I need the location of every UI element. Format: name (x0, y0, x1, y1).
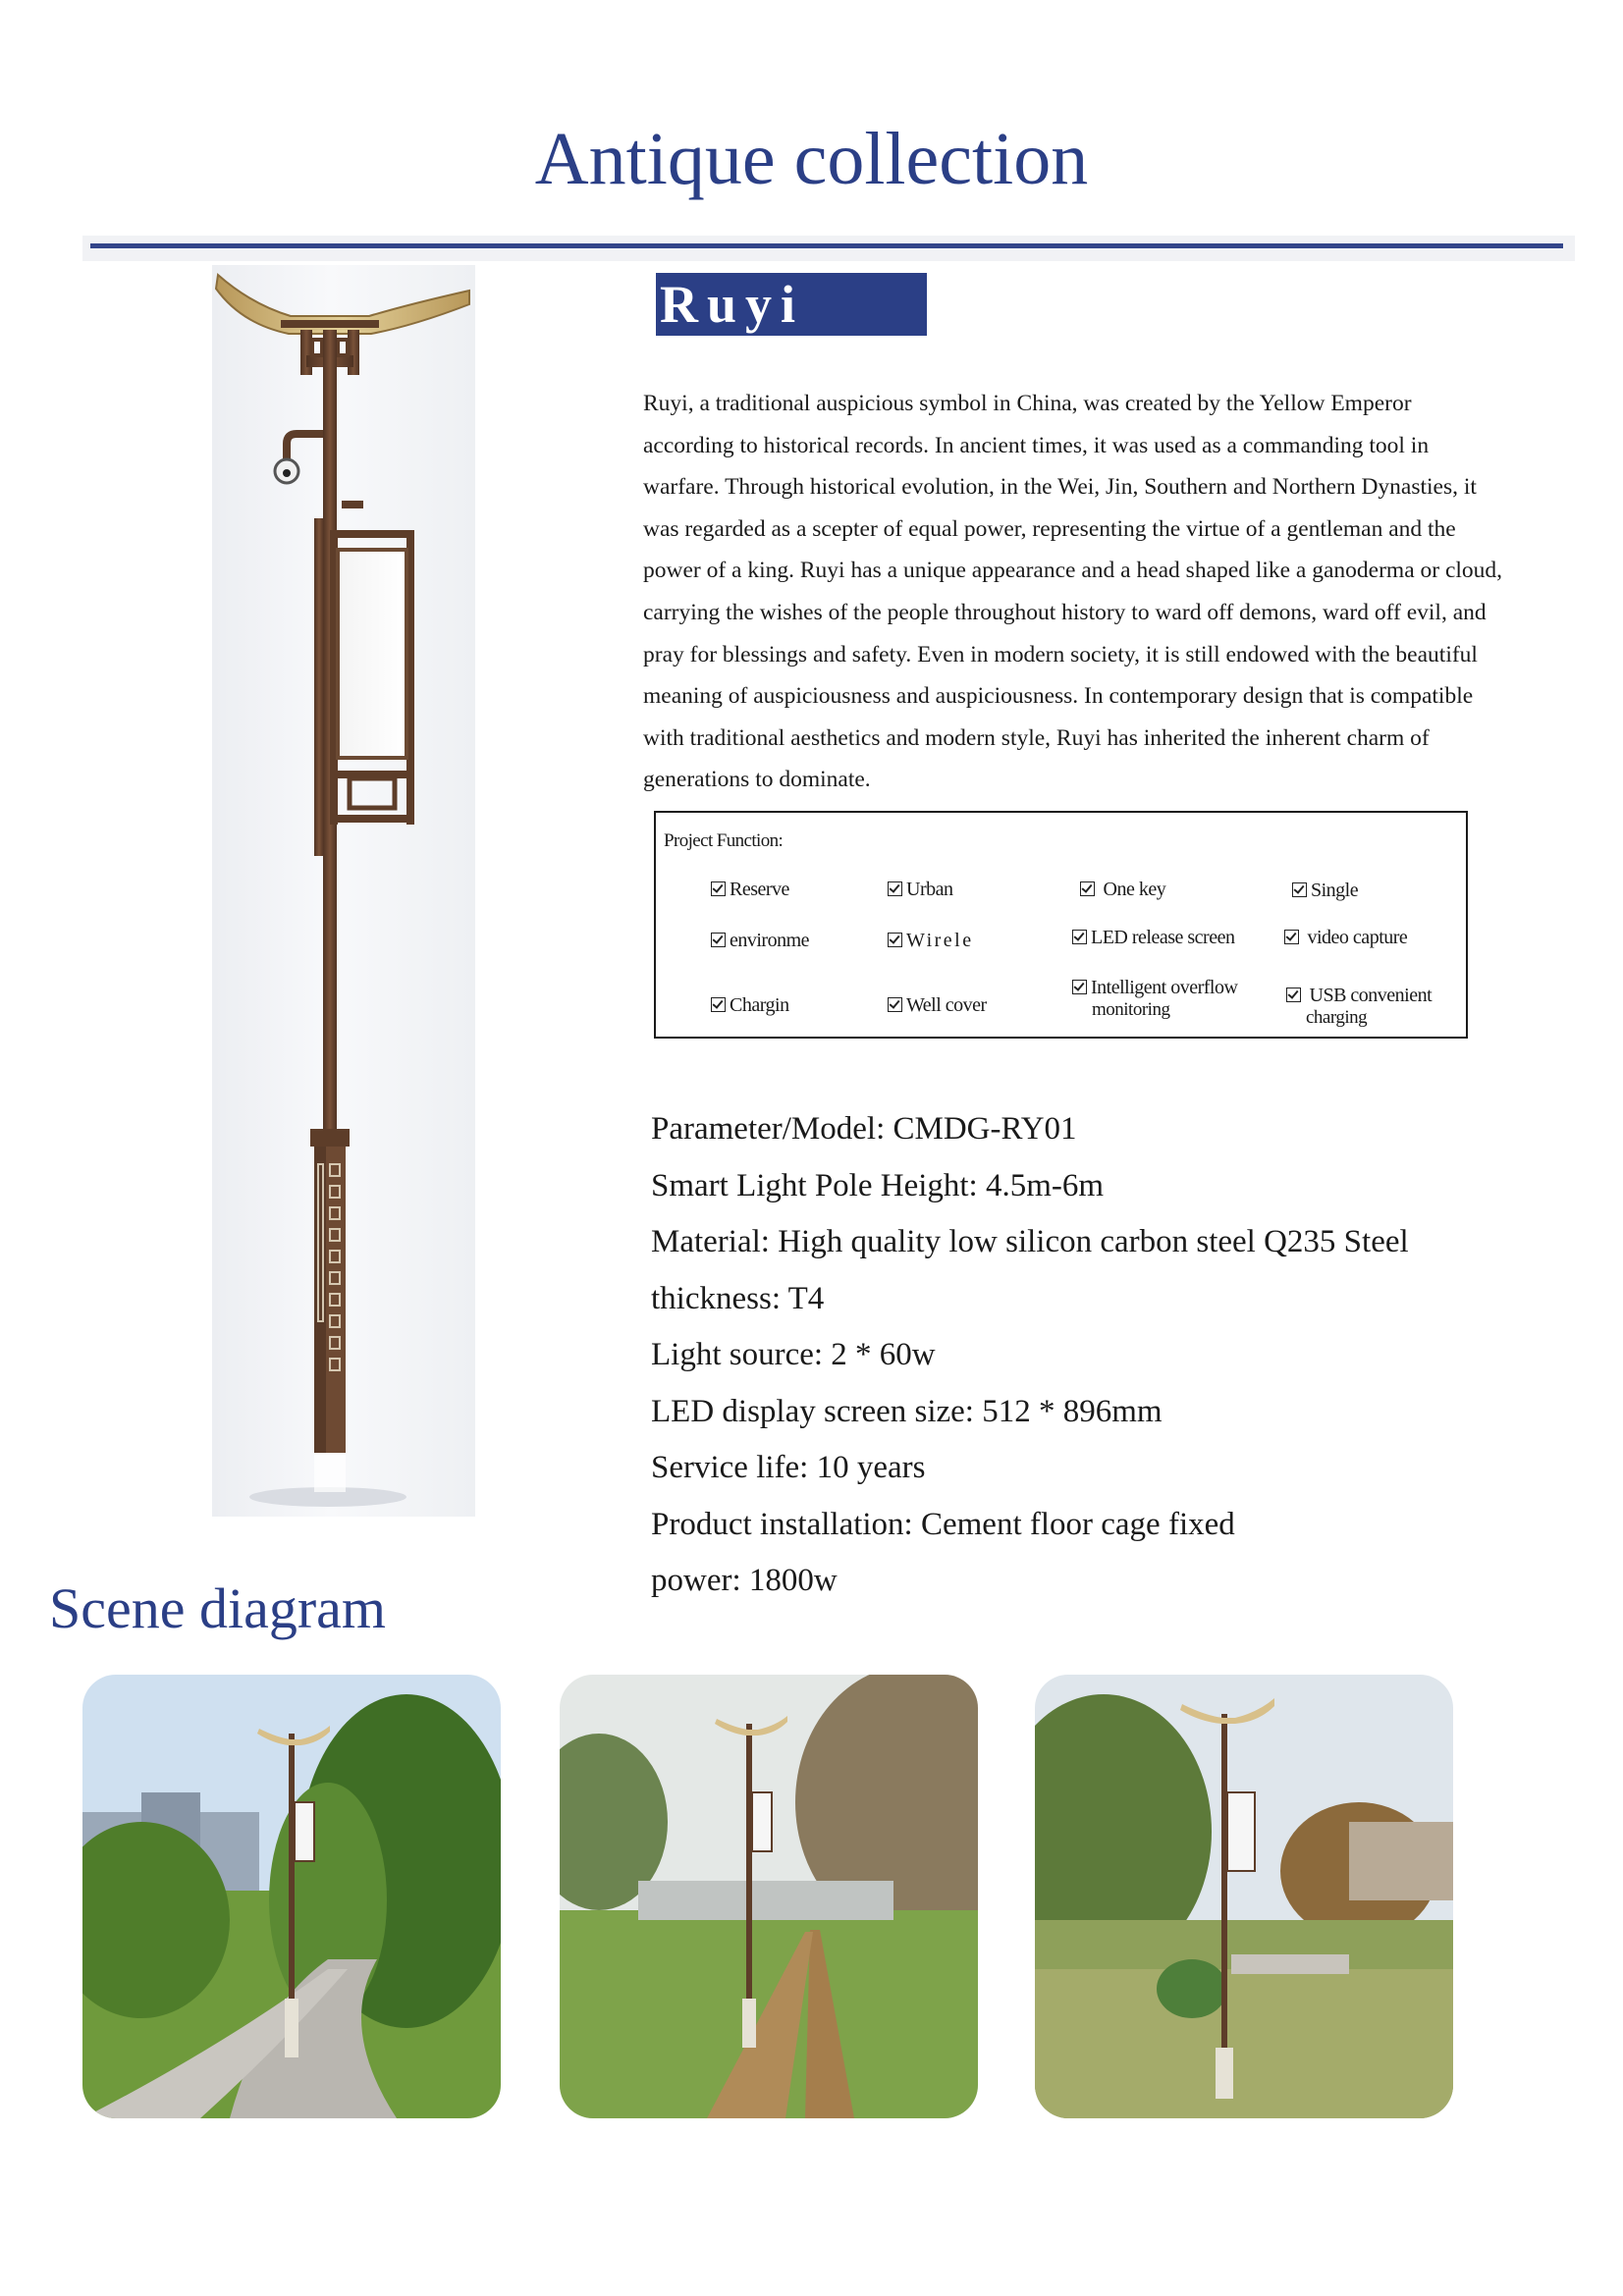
checkbox-checked-icon (1286, 988, 1301, 1002)
parameter-list (651, 1101, 1535, 1610)
function-item-environment: environme (711, 929, 809, 953)
checkbox-checked-icon (1284, 930, 1299, 944)
checkbox-checked-icon (711, 881, 726, 896)
checkbox-checked-icon (711, 933, 726, 947)
parameter-model: Parameter/Model: CMDG-RY01 (651, 1111, 1077, 1147)
checkbox-checked-icon (1292, 882, 1307, 897)
parameter-material: Material: High quality low silicon carbon steel Q235 Steel (651, 1224, 1409, 1259)
parameter-service-life: Service life: 10 years (651, 1450, 926, 1485)
function-item-wireless: Wirele (888, 929, 974, 953)
function-item-well-cover: Well cover (888, 993, 987, 1018)
ruyi-pole-illustration (212, 265, 475, 1517)
function-item-intelligent-overflow: Intelligent overflow monitoring (1072, 976, 1237, 1020)
parameter-power: power: 1800w (651, 1563, 838, 1598)
checkbox-checked-icon (888, 881, 902, 896)
product-photo (212, 265, 475, 1517)
checkbox-checked-icon (888, 933, 902, 947)
function-item-single: Single (1292, 879, 1358, 903)
product-description: Ruyi, a traditional auspicious symbol in China, was created by the Yellow Emperor according to historical records. In ancient times, it was used as a commanding tool in warfare. Through historical evolution, in the Wei, Jin, Southern and Northern Dynasties, it was regarded as a scepter of equal power, representing the virtue of a gentleman and the power of a king. Ruyi has a unique appearance and a head shaped like a ganoderma or cloud, carrying the wishes of the people throughout history to ward off demons, ward off evil, and pray for blessings and safety. Even in modern society, it is still endowed with the beautiful meaning of auspiciousness and auspiciousness. In contemporary design that is compatible with traditional aesthetics and modern style, Ruyi has inherited the inherent charm of generations to dominate. (643, 391, 1503, 793)
page-title: Antique collection (534, 118, 1089, 200)
function-item-video-capture: video capture (1284, 926, 1407, 950)
scene-diagram-title: Scene diagram (49, 1576, 387, 1640)
parameter-installation: Product installation: Cement floor cage fixed (651, 1506, 1235, 1542)
function-item-usb-charging: USB convenient charging (1286, 984, 1432, 1028)
checkbox-checked-icon (888, 997, 902, 1012)
title-rule-background (82, 236, 1575, 261)
scene-photo-2 (560, 1675, 978, 2118)
checkbox-checked-icon (1072, 980, 1087, 994)
project-function-box (654, 811, 1468, 1039)
parameter-light-source: Light source: 2 * 60w (651, 1337, 936, 1372)
function-item-urban: Urban (888, 878, 952, 902)
product-name-badge: Ruyi (656, 273, 927, 336)
function-item-charging: Chargin (711, 993, 789, 1018)
scene-photo-1 (82, 1675, 501, 2118)
scene-photo-3 (1035, 1675, 1453, 2118)
function-item-one-key: One key (1080, 878, 1165, 902)
checkbox-checked-icon (711, 997, 726, 1012)
parameter-height: Smart Light Pole Height: 4.5m-6m (651, 1167, 1105, 1203)
title-divider (90, 243, 1563, 248)
project-function-title: Project Function: (664, 830, 784, 851)
parameter-screen-size: LED display screen size: 512 * 896mm (651, 1393, 1163, 1429)
parameter-thickness: thickness: T4 (651, 1280, 825, 1316)
checkbox-checked-icon (1072, 930, 1087, 944)
function-item-reserve: Reserve (711, 878, 789, 902)
function-item-led-release-screen: LED release screen (1072, 926, 1234, 950)
checkbox-checked-icon (1080, 881, 1095, 896)
